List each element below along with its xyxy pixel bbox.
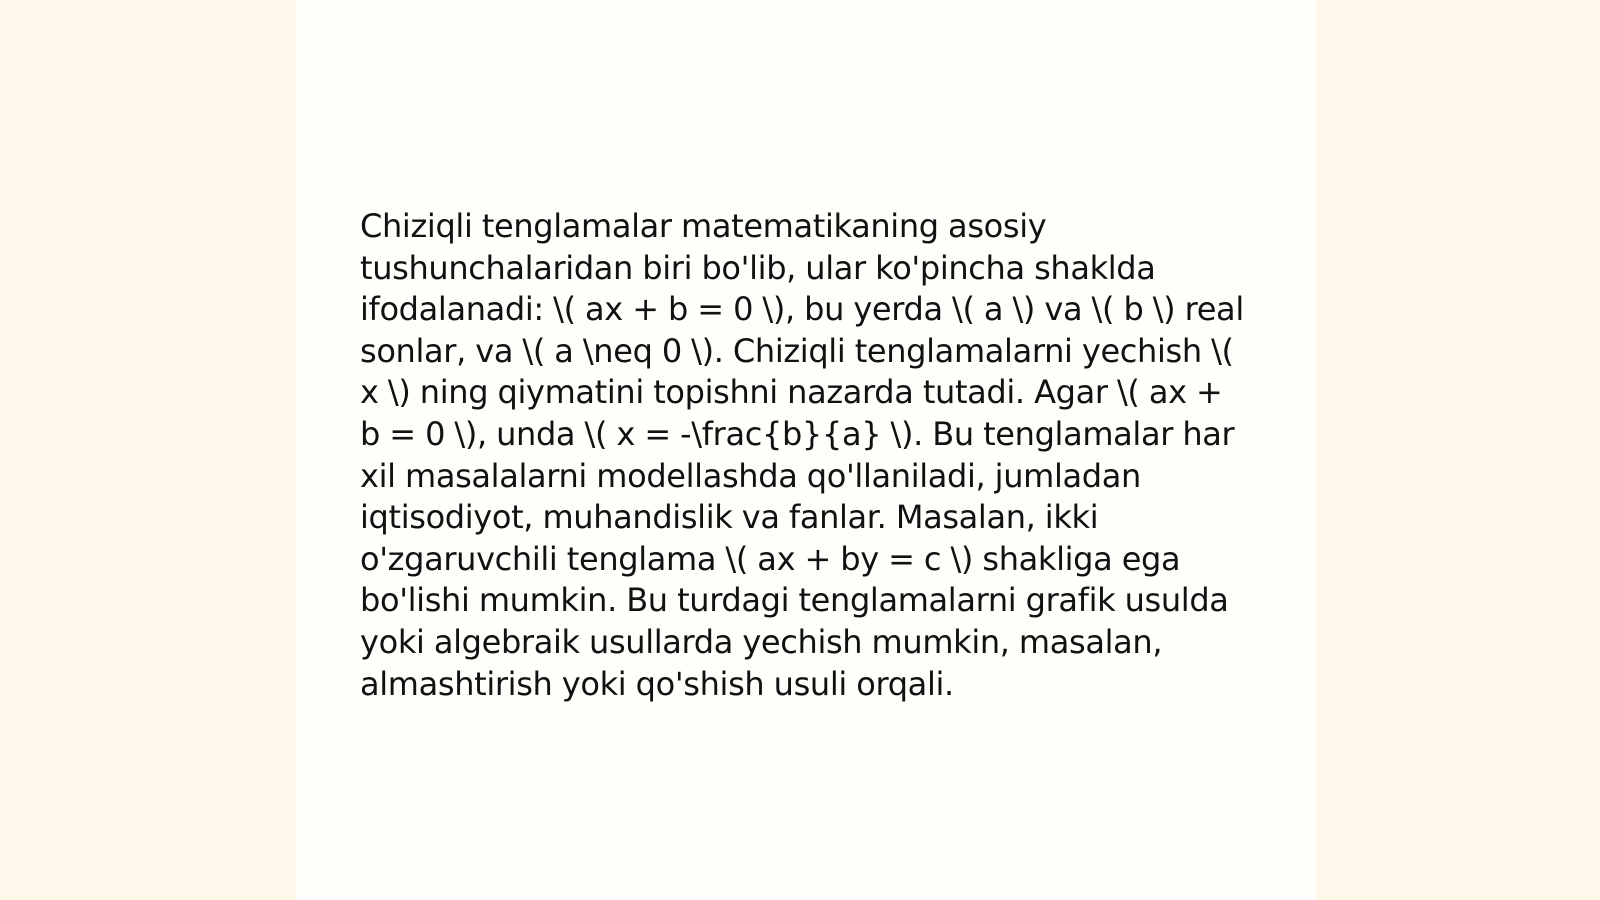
document-paragraph: Chiziqli tenglamalar matematikaning asosiy tushunchalaridan biri bo'lib, ular ko'pincha shaklda ifodalanadi: \( ax + b = 0 \), bu yerda \( a \) va \( b \) real sonlar, va \( a \neq 0 \). Chiziqli tenglamalarni yechish \( x \) ning qiymatini topishni nazarda tutadi. Agar \( ax + b = 0 \), unda \( x = -\frac{b}{a} \). Bu tenglamalar har xil masalalarni modellashda qo'llaniladi, jumladan iqtisodiyot, muhandislik va fanlar. Masalan, ikki o'zgaruvchili tenglama \( ax + by = c \) shakliga ega bo'lishi mumkin. Bu turdagi tenglamalarni grafik usulda yoki algebraik usullarda yechish mumkin, masalan, almashtirish yoki qo'shish usuli orqali. <box>360 207 1244 703</box>
document-page <box>296 0 1316 900</box>
